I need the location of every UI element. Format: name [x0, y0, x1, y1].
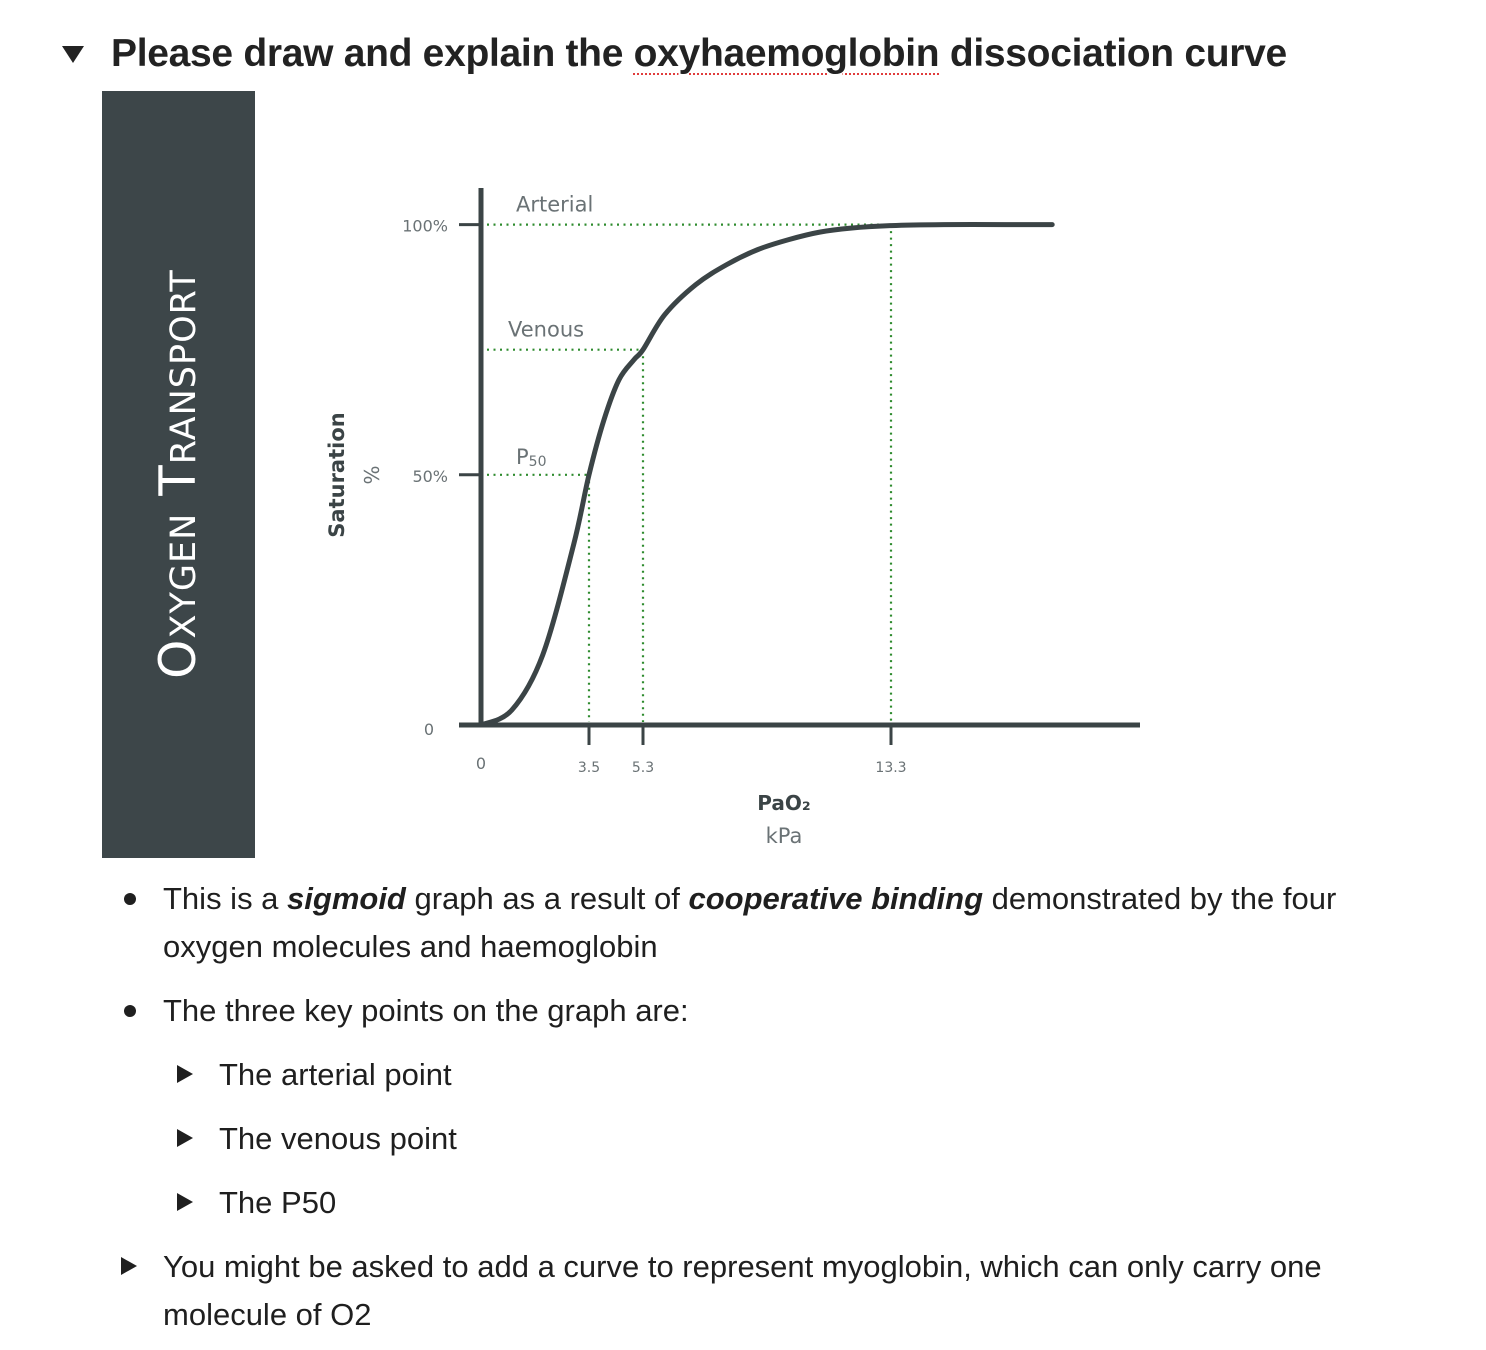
annotation-arterial: Arterial: [516, 192, 594, 217]
toggle-header[interactable]: [58, 26, 1287, 82]
bullet1-text-1: This is a: [163, 881, 288, 916]
y-axis-title: Saturation: [325, 412, 349, 538]
toggle-triangle-icon[interactable]: [177, 1193, 193, 1211]
bullet1-text-2: graph as a result of: [405, 881, 689, 916]
toggle-venous-point[interactable]: The venous point: [219, 1121, 457, 1156]
annotation-p50: P50: [516, 444, 547, 470]
x-tick-label: 0: [475, 754, 487, 773]
x-tick-label: 3.5: [577, 760, 601, 776]
bullet-key-points: The three key points on the graph are:: [163, 993, 689, 1028]
toggle-p50[interactable]: The P50: [219, 1185, 337, 1220]
y-tick-label: 0: [423, 720, 434, 739]
toggle-triangle-icon[interactable]: [177, 1065, 193, 1083]
side-title: Oxygen Transport: [149, 269, 207, 679]
x-tick-label: 5.3: [631, 760, 655, 776]
toggle-triangle-icon[interactable]: [121, 1257, 137, 1275]
x-axis-unit: kPa: [765, 824, 803, 848]
annotation-venous: Venous: [508, 317, 585, 342]
myoglobin-text-line1: You might be asked to add a curve to represent myoglobin, which can only carry one: [163, 1249, 1322, 1284]
bullet1-emphasis-sigmoid: sigmoid: [287, 881, 406, 916]
toggle-triangle-icon[interactable]: [177, 1129, 193, 1147]
toggle-arterial-point[interactable]: The arterial point: [219, 1057, 452, 1092]
myoglobin-text-line2: molecule of O2: [163, 1297, 372, 1332]
bullet1-text-line2: oxygen molecules and haemoglobin: [163, 929, 658, 964]
oxygen-transport-figure: [102, 91, 1162, 858]
bullet1-text-3: demonstrated by the four: [983, 881, 1337, 916]
bullet-dot: [124, 1005, 136, 1017]
dissociation-chart: [102, 91, 1162, 858]
toggle-myoglobin[interactable]: [163, 1243, 1463, 1339]
x-tick-label: 13.3: [875, 760, 907, 776]
heading-text-end: dissociation curve: [939, 32, 1287, 75]
ticks: [402, 217, 906, 776]
page-heading: [111, 32, 1287, 76]
caret-down-icon[interactable]: [62, 46, 84, 63]
y-tick-label: 50%: [412, 466, 448, 486]
misspelled-word[interactable]: oxyhaemoglobin: [633, 32, 940, 75]
x-axis-title: PaO₂: [757, 791, 811, 815]
axes: [459, 188, 1140, 727]
y-axis-unit: %: [359, 465, 383, 485]
heading-text-start: Please draw and explain the: [111, 32, 634, 75]
bullet-dot: [124, 893, 136, 905]
y-tick-label: 100%: [402, 216, 448, 236]
bullet-sigmoid: [163, 875, 1463, 971]
chart-labels: [508, 193, 593, 470]
bullet1-emphasis-cooperative: cooperative binding: [688, 881, 984, 916]
